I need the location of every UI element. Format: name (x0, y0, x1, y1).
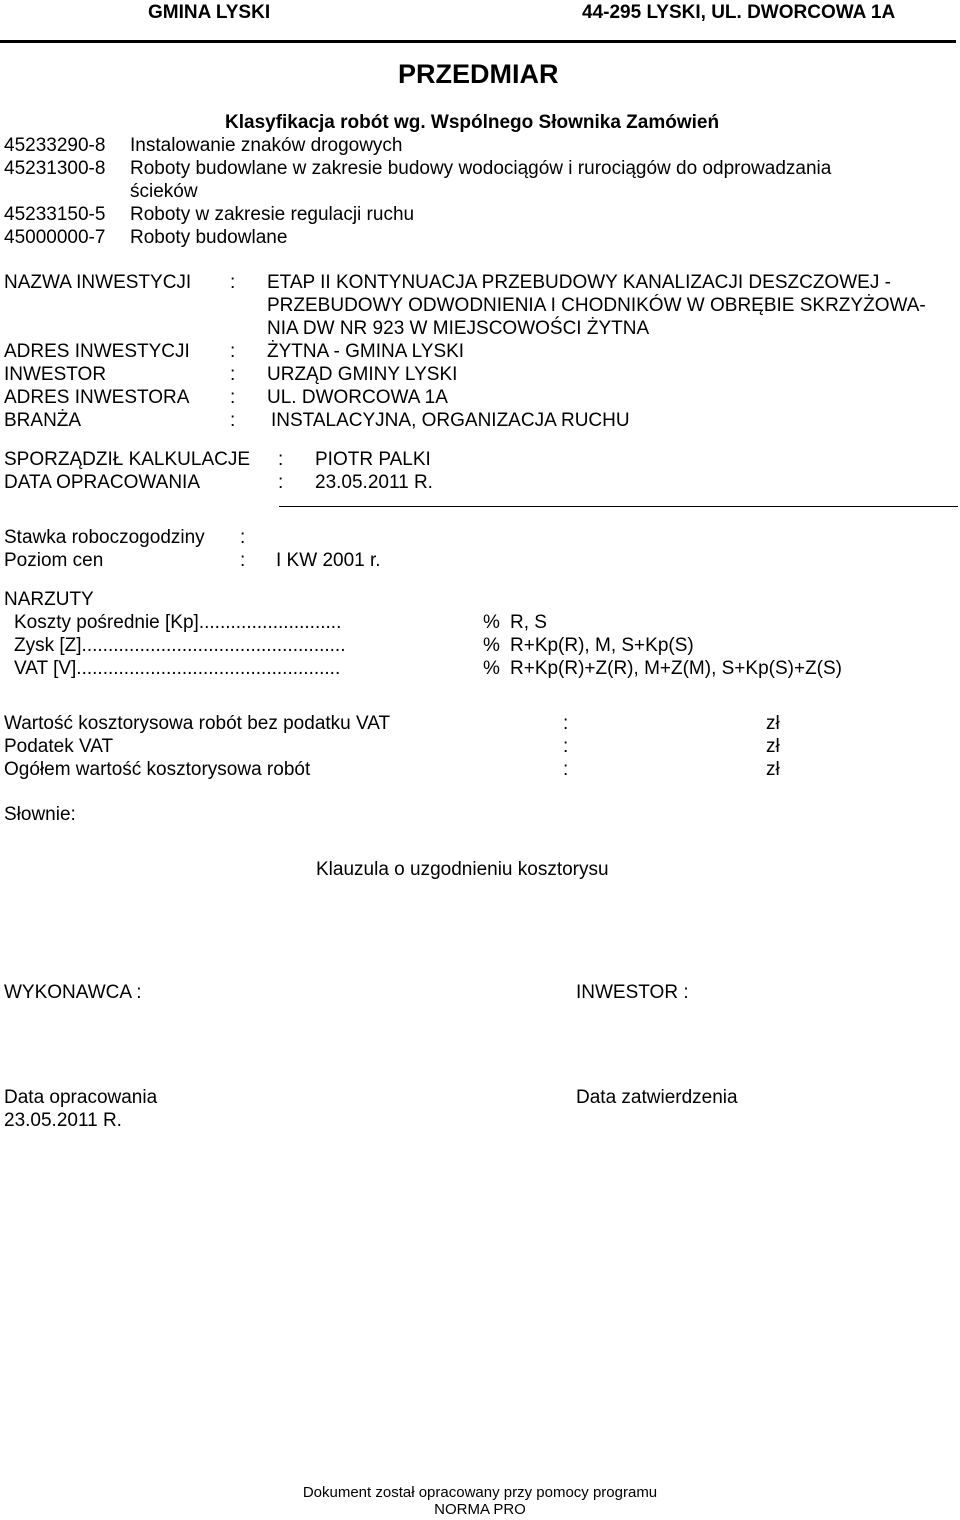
code-3: 45233150-5 (4, 204, 106, 225)
colon: : (278, 472, 284, 493)
surcharge-base: R+Kp(R)+Z(R), M+Z(M), S+Kp(S)+Z(S) (510, 658, 842, 679)
investor: URZĄD GMINY LYSKI (267, 364, 458, 385)
branch-label: BRANŻA (4, 410, 82, 431)
total-label: Podatek VAT (4, 736, 114, 757)
investment-address-label: ADRES INWESTYCJI (4, 341, 190, 362)
prep-date-label: Data opracowania (4, 1087, 158, 1108)
investor-address-label: ADRES INWESTORA (4, 387, 190, 408)
page-title: PRZEDMIAR (398, 59, 559, 89)
header-right: 44-295 LYSKI, UL. DWORCOWA 1A (582, 2, 896, 23)
total-unit: zł (766, 736, 780, 757)
surcharge-base: R+Kp(R), M, S+Kp(S) (510, 635, 694, 656)
surcharge-base: R, S (510, 612, 547, 633)
prep-date: 23.05.2011 R. (4, 1110, 122, 1131)
colon: : (563, 736, 569, 757)
investment-name-line-1: ETAP II KONTYNUACJA PRZEBUDOWY KANALIZACJI DESZCZOWEJ - (267, 272, 891, 293)
investor-label: INWESTOR (4, 364, 107, 385)
branch: INSTALACYJNA, ORGANIZACJA RUCHU (271, 410, 630, 431)
colon: : (240, 550, 246, 571)
investor-address: UL. DWORCOWA 1A (267, 387, 448, 408)
total-label: Wartość kosztorysowa robót bez podatku VAT (4, 713, 391, 734)
code-2: 45231300-8 (4, 158, 106, 179)
code-2-desc-cont: ścieków (130, 181, 198, 202)
divider (279, 506, 958, 507)
surcharge-pct: % (483, 612, 500, 633)
total-label: Ogółem wartość kosztorysowa robót (4, 759, 311, 780)
code-4-desc: Roboty budowlane (130, 227, 288, 248)
code-4: 45000000-7 (4, 227, 106, 248)
colon: : (230, 341, 236, 362)
code-1: 45233290-8 (4, 135, 106, 156)
investor-signature-label: INWESTOR : (576, 982, 689, 1003)
code-3-desc: Roboty w zakresie regulacji ruchu (130, 204, 415, 225)
footer-line-1: Dokument został opracowany przy pomocy programu (302, 1484, 658, 1501)
prepared-date: 23.05.2011 R. (315, 472, 433, 493)
code-2-desc: Roboty budowlane w zakresie budowy wodociągów i rurociągów do odprowadzania (130, 158, 832, 179)
in-words-label: Słownie: (4, 804, 76, 825)
header-left: GMINA LYSKI (148, 2, 271, 23)
prepared-date-label: DATA OPRACOWANIA (4, 472, 201, 493)
footer-line-2: NORMA PRO (434, 1501, 526, 1518)
surcharge-label: Koszty pośrednie [Kp]........................... (14, 612, 342, 633)
prepared-by: PIOTR PALKI (315, 449, 431, 470)
hourly-rate-label: Stawka roboczogodziny (4, 527, 205, 548)
classification-heading: Klasyfikacja robót wg. Wspólnego Słownika Zamówień (225, 112, 720, 133)
code-1-desc: Instalowanie znaków drogowych (130, 135, 403, 156)
colon: : (278, 449, 284, 470)
colon: : (563, 759, 569, 780)
colon: : (230, 410, 236, 431)
surcharges-heading: NARZUTY (4, 589, 94, 610)
contractor-label: WYKONAWCA : (4, 982, 142, 1003)
colon: : (230, 272, 236, 293)
investment-name-line-2: PRZEBUDOWY ODWODNIENIA I CHODNIKÓW W OBRĘBIE SKRZYŻOWA- (267, 295, 926, 316)
colon: : (230, 364, 236, 385)
clause-heading: Klauzula o uzgodnieniu kosztorysu (316, 859, 609, 880)
colon: : (230, 387, 236, 408)
investment-address: ŻYTNA - GMINA LYSKI (267, 341, 465, 362)
prepared-by-label: SPORZĄDZIŁ KALKULACJE (4, 449, 251, 470)
total-unit: zł (766, 713, 780, 734)
surcharge-pct: % (483, 635, 500, 656)
colon: : (563, 713, 569, 734)
colon: : (240, 527, 246, 548)
surcharge-label: VAT [V].................................................. (14, 658, 341, 679)
approval-date-label: Data zatwierdzenia (576, 1087, 738, 1108)
surcharge-pct: % (483, 658, 500, 679)
total-unit: zł (766, 759, 780, 780)
price-level: I KW 2001 r. (276, 550, 381, 571)
price-level-label: Poziom cen (4, 550, 104, 571)
surcharge-label: Zysk [Z].................................................. (14, 635, 346, 656)
investment-name-line-3: NIA DW NR 923 W MIEJSCOWOŚCI ŻYTNA (267, 318, 650, 339)
investment-name-label: NAZWA INWESTYCJI (4, 272, 192, 293)
